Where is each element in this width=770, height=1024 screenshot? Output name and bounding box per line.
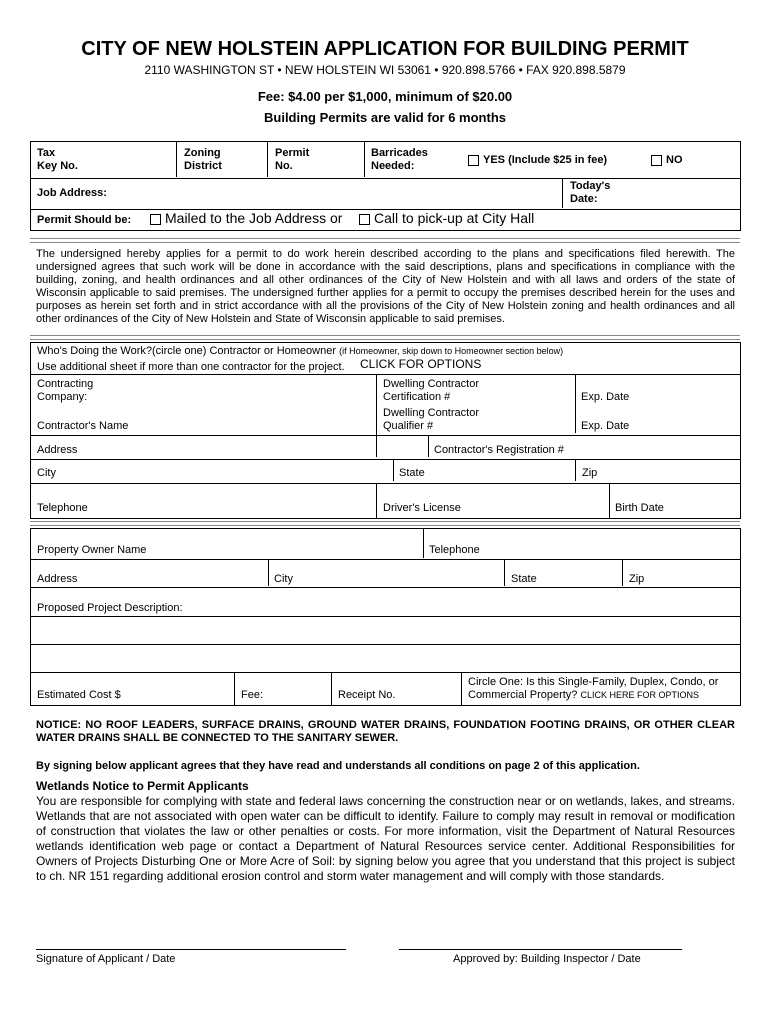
contractor-city-label: City [37, 467, 56, 479]
fee-label: Fee: [241, 689, 264, 701]
page-title: CITY OF NEW HOLSTEIN APPLICATION FOR BUILDING PERMIT [81, 38, 689, 60]
commercial-property-label: Commercial Property? CLICK HERE FOR OPTIONS [468, 689, 700, 701]
barricades-yes-option[interactable]: YES (Include $25 in fee) [468, 154, 607, 167]
owner-city-label: City [274, 573, 293, 585]
dwelling-certification-label: Dwelling Contractor Certification # [383, 378, 479, 403]
applicant-signature-label: Signature of Applicant / Date [36, 953, 176, 965]
contracting-company-label: Contracting Company: [37, 378, 94, 403]
owner-zip-label: Zip [629, 573, 645, 585]
birth-date-label: Birth Date [615, 502, 664, 514]
who-doing-work-label: Who's Doing the Work?(circle one) Contractor or Homeowner (if Homeowner, skip down to Homeowner section below) [37, 345, 564, 357]
contractors-name-label: Contractor's Name [37, 420, 129, 432]
job-address-label: Job Address: [37, 187, 107, 199]
contractor-zip-label: Zip [582, 467, 598, 479]
additional-sheet-note: Use additional sheet if more than one contractor for the project. [37, 361, 345, 373]
project-description-label: Proposed Project Description: [37, 602, 183, 614]
permit-info-table [30, 141, 741, 231]
contractor-state-label: State [399, 467, 425, 479]
exp-date-label: Exp. Date [581, 391, 630, 403]
contractor-table [30, 342, 741, 519]
property-owner-name-label: Property Owner Name [37, 544, 147, 556]
mailed-option[interactable]: Mailed to the Job Address or [150, 210, 342, 226]
wetlands-body: You are responsible for complying with state and federal laws concerning the construction near or on wetlands, lakes, and streams. Wetlands that are not associated with open water can be difficult to identify. Failure to comply may result in removal or modification of construction that violates the law or other penalties or costs. For more information, visit the Department of Natural Resources wetlands identification web page or contact a Department of Natural Resources service center. Additional Responsibilities for Owners of Projects Disturbing One or More Acre of Soil: by signing below you agree that you understand that this project is subject to ch. NR 151 regarding additional erosion control and storm water management and will comply with those standards. [36, 794, 735, 883]
inspector-signature-label: Approved by: Building Inspector / Date [453, 953, 641, 965]
owner-table [30, 528, 741, 706]
owner-address-label: Address [37, 573, 78, 585]
permit-no-label: Permit No. [275, 147, 310, 172]
circle-one-label: Circle One: Is this Single-Family, Duplex, Condo, or [468, 676, 719, 688]
mailed-checkbox[interactable] [150, 214, 161, 225]
owner-state-label: State [511, 573, 537, 585]
divider [30, 335, 740, 340]
tax-key-label: Tax Key No. [37, 147, 78, 172]
drivers-license-label: Driver's License [383, 502, 461, 514]
validity-line: Building Permits are valid for 6 months [264, 110, 506, 125]
pickup-checkbox[interactable] [359, 214, 370, 225]
receipt-no-label: Receipt No. [338, 689, 396, 701]
estimated-cost-label: Estimated Cost $ [37, 689, 121, 701]
divider [30, 521, 740, 526]
pickup-option[interactable]: Call to pick-up at City Hall [359, 210, 534, 226]
contractor-address-label: Address [37, 444, 78, 456]
contractor-registration-label: Contractor's Registration # [434, 444, 564, 456]
owner-telephone-label: Telephone [429, 544, 480, 556]
yes-checkbox[interactable] [468, 155, 479, 166]
barricades-no-option[interactable]: NO [651, 154, 683, 167]
fee-line: Fee: $4.00 per $1,000, minimum of $20.00 [257, 89, 513, 104]
todays-date-label: Today's Date: [570, 180, 611, 205]
permit-should-be-label: Permit Should be: [37, 214, 132, 226]
no-checkbox[interactable] [651, 155, 662, 166]
inspector-signature-line[interactable] [399, 949, 682, 950]
click-for-options-button[interactable]: CLICK FOR OPTIONS [360, 357, 482, 371]
contractor-telephone-label: Telephone [37, 502, 88, 514]
city-address-line: 2110 WASHINGTON ST • NEW HOLSTEIN WI 53061 • 920.898.5766 • FAX 920.898.5879 [144, 63, 626, 77]
applicant-signature-line[interactable] [36, 949, 346, 950]
agreement-text: By signing below applicant agrees that they have read and understands all conditions on page 2 of this application. [36, 760, 640, 772]
wetlands-heading: Wetlands Notice to Permit Applicants [36, 779, 249, 793]
dwelling-qualifier-label: Dwelling Contractor Qualifier # [383, 407, 479, 432]
barricades-label: Barricades Needed: [371, 147, 428, 172]
intro-paragraph: The undersigned hereby applies for a permit to do work herein described according to the plans and specifications filed herewith. The undersigned agrees that such work will be done in accordance with the said descriptions, plans and specifications in compliance with the building, zoning, and health ordinances and all other ordinances of the City of New Holstein and with all laws and orders of the state of Wisconsin applicable to said premises. The undersigned further applies for a permit to occupy the premises described herein for the uses and purposes as herein set forth and in strict accordance with all the provisions of the City of New Holstein zoning and health ordinances and all other ordinances of the City of New Holstein and State of Wisconsin applicable to said premises. [36, 248, 735, 325]
zoning-district-label: Zoning District [184, 147, 222, 172]
notice-text: NOTICE: NO ROOF LEADERS, SURFACE DRAINS, GROUND WATER DRAINS, FOUNDATION FOOTING DRAINS, OR OTHER CLEAR WATER DRAINS SHALL BE CONNECTED TO THE SANITARY SEWER. [36, 719, 735, 744]
exp-date-label: Exp. Date [581, 420, 630, 432]
click-here-options-button[interactable]: CLICK HERE FOR OPTIONS [580, 690, 700, 700]
divider [30, 238, 740, 243]
